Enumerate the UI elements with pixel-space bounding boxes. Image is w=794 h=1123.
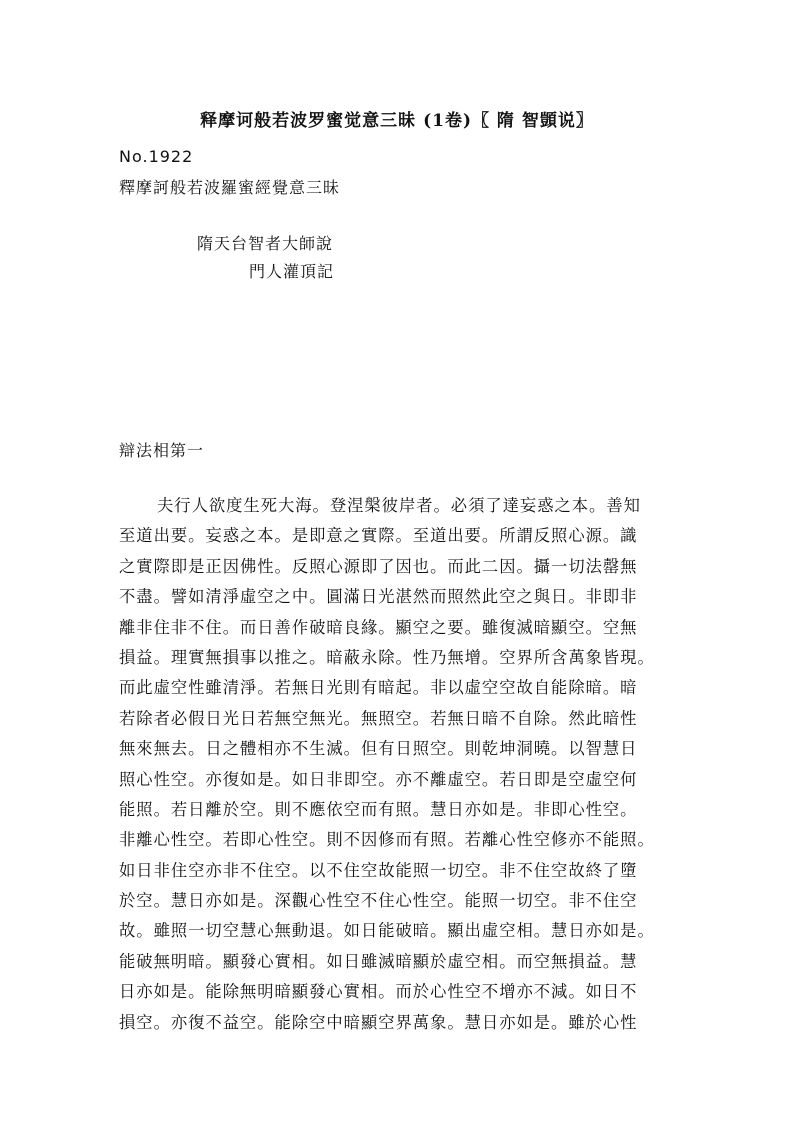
body-line: 照心性空。亦復如是。如日非即空。亦不離虛空。若日即是空虛空何 — [119, 769, 638, 789]
body-line: 損益。理實無損事以推之。暗蔽永除。性乃無增。空界所含萬象皆現。 — [119, 647, 655, 667]
body-text — [119, 491, 689, 1038]
body-line: 離非住非不住。而日善作破暗良緣。顯空之要。雖復滅暗顯空。空無 — [119, 617, 638, 637]
body-line: 於空。慧日亦如是。深觀心性空不住心性空。能照一切空。非不住空 — [119, 891, 638, 911]
body-line: 能照。若日離於空。則不應依空而有照。慧日亦如是。非即心性空。 — [119, 799, 638, 819]
body-line: 非離心性空。若即心性空。則不因修而有照。若離心性空修亦不能照。 — [119, 830, 655, 850]
body-line: 而此虛空性雖清淨。若無日光則有暗起。非以虛空空故自能除暗。暗 — [119, 678, 638, 698]
body-line: 夫行人欲度生死大海。登涅槃彼岸者。必須了達妄惑之本。善知 — [157, 496, 641, 515]
page-title: 释摩诃般若波罗蜜觉意三昧 (1卷)〖 隋 智顗说〗 — [200, 111, 594, 131]
body-line: 日亦如是。能除無明暗顯發心實相。而於心性空不增亦不減。如日不 — [119, 982, 638, 1002]
body-line: 能破無明暗。顯發心實相。如日雖滅暗顯於虛空相。而空無損益。慧 — [119, 951, 638, 971]
sutra-title: 釋摩訶般若波羅蜜經覺意三昧 — [119, 178, 341, 197]
body-line: 之實際即是正因佛性。反照心源即了因也。而此二因。攝一切法罄無 — [119, 556, 638, 576]
body-line: 不盡。譬如清淨虛空之中。圓滿日光湛然而照然此空之與日。非即非 — [119, 587, 638, 607]
recorder-line: 門人灌頂記 — [249, 262, 335, 281]
body-line: 若除者必假日光日若無空無光。無照空。若無日暗不自除。然此暗性 — [119, 708, 638, 728]
body-line: 損空。亦復不益空。能除空中暗顯空界萬象。慧日亦如是。雖於心性 — [119, 1012, 638, 1032]
catalog-number: No.1922 — [119, 147, 194, 166]
body-line: 如日非住空亦非不住空。以不住空故能照一切空。非不住空故終了墮 — [119, 860, 638, 880]
body-line: 無來無去。日之體相亦不生滅。但有日照空。則乾坤洞曉。以智慧日 — [119, 739, 638, 759]
section-heading: 辯法相第一 — [119, 441, 205, 460]
body-line: 故。雖照一切空慧心無動退。如日能破暗。顯出虛空相。慧日亦如是。 — [119, 921, 655, 941]
author-line: 隋天台智者大師說 — [197, 234, 334, 253]
body-line: 至道出要。妄惑之本。是即意之實際。至道出要。所謂反照心源。識 — [119, 526, 638, 546]
